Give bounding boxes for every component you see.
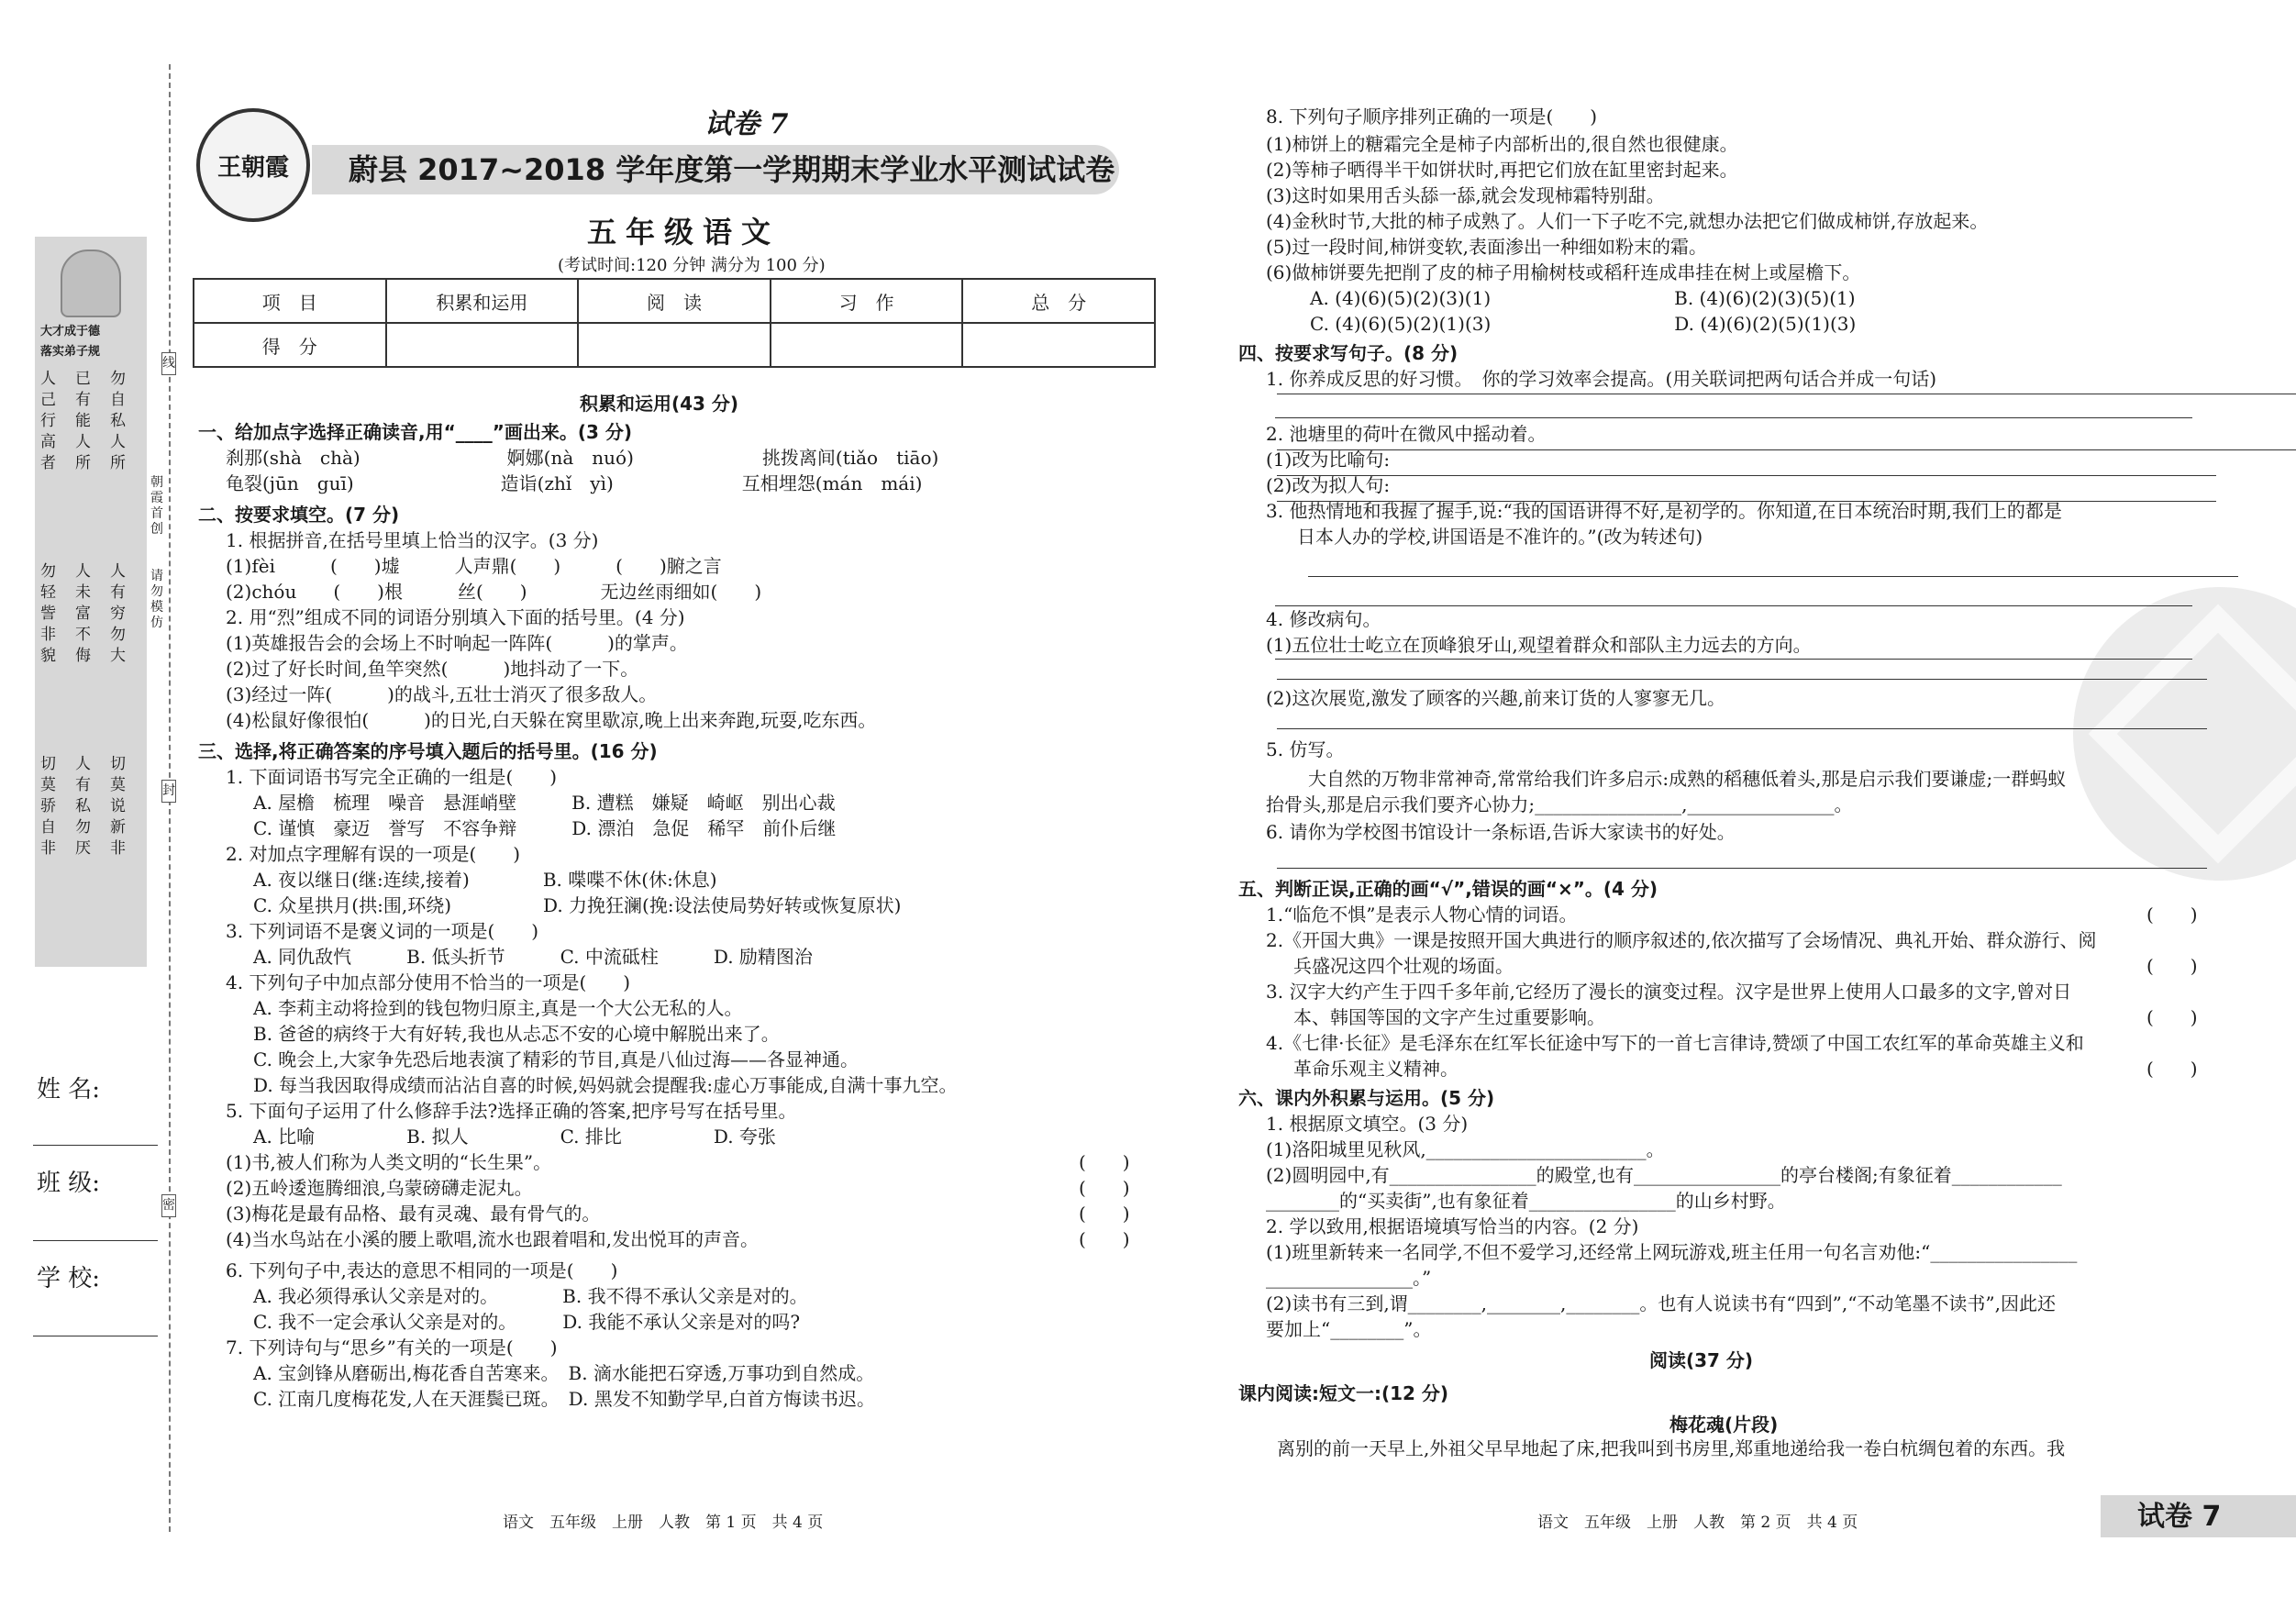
answer-paren[interactable]: ( ) [1079, 1151, 1130, 1173]
answer-paren[interactable]: ( ) [2146, 1006, 2198, 1028]
name-field[interactable] [33, 1145, 158, 1146]
score-row-label: 得 分 [194, 323, 386, 367]
question-line: 1. 你养成反思的好习惯。 你的学习效率会提高。(用关联词把两句话合并成一句话) [1266, 368, 1937, 390]
question-line: 6. 下列句子中,表达的意思不相同的一项是( ) [226, 1259, 618, 1281]
question-line: A. 宝剑锋从磨砺出,梅花香自苦寒来。 B. 滴水能把石穿透,万事功到自然成。 [253, 1362, 875, 1384]
school-label: 学 校: [37, 1265, 101, 1292]
answer-line[interactable] [1277, 679, 2207, 680]
question-line: 6. 请你为学校图书馆设计一条标语,告诉大家读书的好处。 [1266, 821, 1736, 843]
question-line: 1.“临危不惧”是表示人物心情的词语。 [1266, 904, 1578, 926]
scholar-illustration [61, 250, 121, 317]
question-line: (4)松鼠好像很怕( )的日光,白天躲在窝里歇凉,晚上出来奔跑,玩耍,吃东西。 [226, 709, 877, 731]
question-line: 4. 下列句子中加点部分使用不恰当的一项是( ) [226, 971, 631, 993]
question-line: (1)书,被人们称为人类文明的“长生果”。 [226, 1151, 552, 1173]
question-line: 1. 下面词语书写完全正确的一组是( ) [226, 766, 558, 788]
question-line: 日本人办的学校,讲国语是不准许的。”(改为转述句) [1297, 526, 1703, 548]
section-heading: 积累和运用(43 分) [580, 393, 739, 415]
answer-line[interactable] [1275, 605, 2192, 606]
motto-column: 人有穷勿大 [110, 562, 126, 665]
question-line: 4. 修改病句。 [1266, 608, 1381, 630]
question-line: (3)梅花是最有品格、最有灵魂、最有骨气的。 [226, 1203, 601, 1225]
score-header-total: 总 分 [962, 279, 1155, 323]
margin-label-2: 请勿模仿 [150, 569, 163, 630]
answer-line[interactable] [1277, 728, 2207, 729]
question-line: 兵盛况这四个壮观的场面。 [1293, 955, 1514, 977]
question-line: (1)改为比喻句: [1266, 449, 1391, 471]
subject-title: 五年级语文 [587, 215, 781, 250]
answer-paren[interactable]: ( ) [2146, 955, 2198, 977]
motto-line-1: 大才成于德 [40, 325, 101, 338]
question-line: 本、韩国等国的文字产生过重要影响。 [1293, 1006, 1605, 1028]
question-line: (1)柿饼上的糖霜完全是柿子内部析出的,很自然也很健康。 [1266, 133, 1738, 155]
question-line: 龟裂(jūn guī) 造诣(zhǐ yì) 互相埋怨(mán mái) [226, 472, 923, 494]
question-line: 1. 根据拼音,在括号里填上恰当的汉字。(3 分) [226, 529, 599, 551]
score-header-item: 项 目 [194, 279, 386, 323]
question-line: (2)等柿子晒得半干如饼状时,再把它们放在缸里密封起来。 [1266, 159, 1738, 181]
question-line: C. 江南几度梅花发,人在天涯鬓已斑。 D. 黑发不知勤学早,白首方悔读书迟。 [253, 1388, 876, 1410]
answer-paren[interactable]: ( ) [1079, 1177, 1130, 1199]
question-line: A. 同仇敌忾 B. 低头折节 C. 中流砥柱 D. 励精图治 [253, 946, 813, 968]
logo-text: 王朝霞 [216, 154, 289, 182]
motto-column: 切莫骄自非 [40, 755, 56, 858]
question-line: A. 屋檐 梳理 噪音 悬涯峭壁 B. 遭糕 嫌疑 崎岖 别出心裁 [253, 792, 836, 814]
answer-paren[interactable]: ( ) [1079, 1203, 1130, 1225]
motto-column: 已有能人所 [75, 370, 91, 472]
question-line: 5. 仿写。 [1266, 738, 1345, 760]
question-line: (2)改为拟人句: [1266, 474, 1391, 496]
question-line: (1)英雄报告会的会场上不时响起一阵阵( )的掌声。 [226, 632, 688, 654]
question-line: ________的“买卖街”,也有象征着________________的山乡村野。 [1266, 1190, 1786, 1212]
question-line: (4)金秋时节,大批的柿子成熟了。人们一下子吃不完,就想办法把它们做成柿饼,存放起来。 [1266, 210, 1989, 232]
question-line: ________________。” [1266, 1267, 1432, 1289]
question-line: 2.《开国大典》一课是按照开国大典进行的顺序叙述的,依次描写了会场情况、典礼开始、群众游行、阅 [1266, 929, 2097, 951]
name-label: 姓 名: [37, 1076, 101, 1103]
question-line: (1)五位壮士屹立在顶峰狼牙山,观望着群众和部队主力远去的方向。 [1266, 634, 1812, 656]
answer-paren[interactable]: ( ) [2146, 904, 2198, 926]
score-header-writing: 习 作 [771, 279, 963, 323]
question-line: (1)洛阳城里见秋风,________________________。 [1266, 1138, 1665, 1160]
answer-line[interactable] [1277, 449, 2296, 450]
question-line: 2. 池塘里的荷叶在微风中摇动着。 [1266, 423, 1547, 445]
section-heading: 四、按要求写句子。(8 分) [1238, 342, 1459, 364]
question-line: 抬骨头,那是启示我们要齐心协力;________________,________________。 [1266, 793, 1853, 815]
answer-line[interactable] [1277, 868, 2207, 869]
section-heading: 阅读(37 分) [1649, 1349, 1754, 1371]
motto-column: 人未富不侮 [75, 562, 91, 665]
question-line: C. 我不一定会承认父亲是对的。 D. 我能不承认父亲是对的吗? [253, 1311, 801, 1333]
motto-column: 勿轻訾非貌 [40, 562, 56, 665]
cut-mark-line: 线 [161, 352, 176, 375]
motto-line-2: 落实弟子规 [40, 345, 101, 359]
section-heading: 三、选择,将正确答案的序号填入题后的括号里。(16 分) [198, 740, 658, 762]
question-line: (3)经过一阵( )的战斗,五壮士消灭了很多敌人。 [226, 683, 658, 705]
question-line: (6)做柿饼要先把削了皮的柿子用榆树枝或稻秆连成串挂在树上或屋檐下。 [1266, 261, 1861, 283]
section-heading: 二、按要求填空。(7 分) [198, 504, 400, 526]
question-line: B. 爸爸的病终于大有好转,我也从忐忑不安的心境中解脱出来了。 [253, 1023, 780, 1045]
footer-left: 语文 五年级 上册 人教 第 1 页 共 4 页 [503, 1514, 824, 1532]
question-line: 梅花魂(片段) [1669, 1414, 1779, 1436]
answer-paren[interactable]: ( ) [1079, 1228, 1130, 1250]
footer-right: 语文 五年级 上册 人教 第 2 页 共 4 页 [1537, 1514, 1858, 1532]
class-label: 班 级: [37, 1170, 101, 1197]
question-line: 2. 学以致用,根据语境填写恰当的内容。(2 分) [1266, 1215, 1639, 1237]
motto-columns [37, 369, 145, 956]
question-line: (4)当水鸟站在小溪的腰上歌唱,流水也跟着唱和,发出悦耳的声音。 [226, 1228, 760, 1250]
question-line: 要加上“________”。 [1266, 1318, 1432, 1340]
question-line: 3. 他热情地和我握了握手,说:“我的国语讲得不好,是初学的。你知道,在日本统治时期,我们上的都是 [1266, 500, 2062, 522]
question-line: (2)圆明园中,有________________的殿堂,也有________________的亭台楼阁;有象征着____________ [1266, 1164, 2062, 1186]
question-line: C. 晚会上,大家争先恐后地表演了精彩的节目,真是八仙过海——各显神通。 [253, 1048, 860, 1070]
exam-title: 蔚县 2017~2018 学年度第一学期期末学业水平测试试卷 [349, 152, 1115, 187]
question-line: C. 谨慎 豪迈 誉写 不容争辩 D. 漂泊 急促 稀罕 前仆后继 [253, 817, 837, 839]
score-cell[interactable] [771, 323, 963, 367]
exam-info: (考试时间:120 分钟 满分为 100 分) [558, 256, 826, 275]
question-line: (2)这次展览,激发了顾客的兴趣,前来订货的人寥寥无几。 [1266, 687, 1726, 709]
question-line: C. 众星拱月(拱:围,环绕) D. 力挽狂澜(挽:设法使局势好转或恢复原状) [253, 894, 902, 916]
question-line: A. 李莉主动将捡到的钱包物归原主,真是一个大公无私的人。 [253, 997, 743, 1019]
question-line: A. (4)(6)(5)(2)(3)(1) B. (4)(6)(2)(3)(5)(1) [1310, 287, 1856, 309]
question-line: A. 我必须得承认父亲是对的。 B. 我不得不承认父亲是对的。 [253, 1285, 808, 1307]
margin-label-1: 朝霞首创 [150, 475, 163, 537]
cut-mark-secret: 密 [161, 1194, 176, 1217]
question-line: A. 比喻 B. 拟人 C. 排比 D. 夸张 [253, 1126, 776, 1148]
section-heading: 五、判断正误,正确的画“√”,错误的画“×”。(4 分) [1238, 878, 1658, 900]
answer-line[interactable] [1275, 659, 2192, 660]
question-line: 2. 对加点字理解有误的一项是( ) [226, 843, 521, 865]
question-line: 刹那(shà chà) 婀娜(nà nuó) 挑拨离间(tiǎo tiāo) [226, 447, 939, 469]
publisher-logo [196, 108, 310, 222]
paper-label: 试卷 7 [704, 108, 789, 140]
question-line: 革命乐观主义精神。 [1293, 1058, 1459, 1080]
question-line: 7. 下列诗句与“思乡”有关的一项是( ) [226, 1336, 558, 1359]
answer-line[interactable] [1308, 576, 2238, 577]
question-line: (1)班里新转来一名同学,不但不爱学习,还经常上网玩游戏,班主任用一句名言劝他:“________________ [1266, 1241, 2078, 1263]
question-line: (2)chóu ( )根 丝( ) 无边丝雨细如( ) [226, 581, 762, 603]
motto-column: 人有私勿厌 [75, 755, 91, 858]
motto-sidebar [35, 237, 147, 967]
question-line: A. 夜以继日(继:连续,接着) B. 喋喋不休(休:休息) [253, 869, 717, 891]
answer-line[interactable] [1275, 417, 2192, 418]
motto-column: 切莫说新非 [110, 755, 126, 858]
question-line: (2)五岭逶迤腾细浪,乌蒙磅礴走泥丸。 [226, 1177, 533, 1199]
score-cell[interactable] [386, 323, 579, 367]
section-heading: 六、课内外积累与运用。(5 分) [1238, 1087, 1495, 1109]
question-line: 3. 下列词语不是褒义词的一项是( ) [226, 920, 539, 942]
question-line: (2)过了好长时间,鱼竿突然( )地抖动了一下。 [226, 658, 639, 680]
cut-mark-seal: 封 [161, 780, 176, 803]
question-line: 8. 下列句子顺序排列正确的一项是( ) [1266, 105, 1598, 128]
question-line: (2)读书有三到,谓________,________,________。也有人说读书有“四到”,“不动笔墨不读书”,因此还 [1266, 1292, 2057, 1314]
question-line: C. (4)(6)(5)(2)(1)(3) D. (4)(6)(2)(5)(1)(3) [1310, 313, 1857, 335]
question-line: D. 每当我因取得成绩而沾沾自喜的时候,妈妈就会提醒我:虚心万事能成,自满十事九空。 [253, 1074, 958, 1096]
question-line: 大自然的万物非常神奇,常常给我们许多启示:成熟的稻穗低着头,那是启示我们要谦虚;一群蚂蚁 [1308, 768, 2067, 790]
score-cell[interactable] [962, 323, 1155, 367]
question-line: (3)这时如果用舌头舔一舔,就会发现柿霜特别甜。 [1266, 184, 1665, 206]
class-field[interactable] [33, 1240, 158, 1241]
question-line: 4.《七律·长征》是毛泽东在红军长征途中写下的一首七言律诗,赞颂了中国工农红军的革命英雄主义和 [1266, 1032, 2084, 1054]
question-line: 2. 用“烈”组成不同的词语分别填入下面的括号里。(4 分) [226, 606, 685, 628]
motto-column: 人己行高者 [40, 370, 56, 472]
footer-badge: 试卷 7 [2137, 1501, 2222, 1533]
answer-line[interactable] [1277, 475, 2216, 476]
motto-column: 勿自私人所 [110, 370, 126, 472]
section-heading: 一、给加点字选择正确读音,用“____”画出来。(3 分) [198, 421, 633, 443]
question-line: 3. 汉字大约产生于四千多年前,它经历了漫长的演变过程。汉字是世界上使用人口最多的文字,曾对日 [1266, 981, 2072, 1003]
score-cell[interactable] [578, 323, 771, 367]
score-header-accumulation: 积累和运用 [386, 279, 579, 323]
question-line: 离别的前一天早上,外祖父早早地起了床,把我叫到书房里,郑重地递给我一卷白杭绸包着的东西。我 [1277, 1437, 2066, 1459]
question-line: (5)过一段时间,柿饼变软,表面渗出一种细如粉末的霜。 [1266, 236, 1708, 258]
question-line: 1. 根据原文填空。(3 分) [1266, 1113, 1469, 1135]
score-header-reading: 阅 读 [578, 279, 771, 323]
section-heading: 课内阅读:短文一:(12 分) [1238, 1382, 1449, 1404]
answer-paren[interactable]: ( ) [2146, 1058, 2198, 1080]
score-table [193, 278, 1156, 368]
question-line: (1)fèi ( )墟 人声鼎( ) ( )腑之言 [226, 555, 722, 577]
question-line: 5. 下面句子运用了什么修辞手法?选择正确的答案,把序号写在括号里。 [226, 1100, 797, 1122]
